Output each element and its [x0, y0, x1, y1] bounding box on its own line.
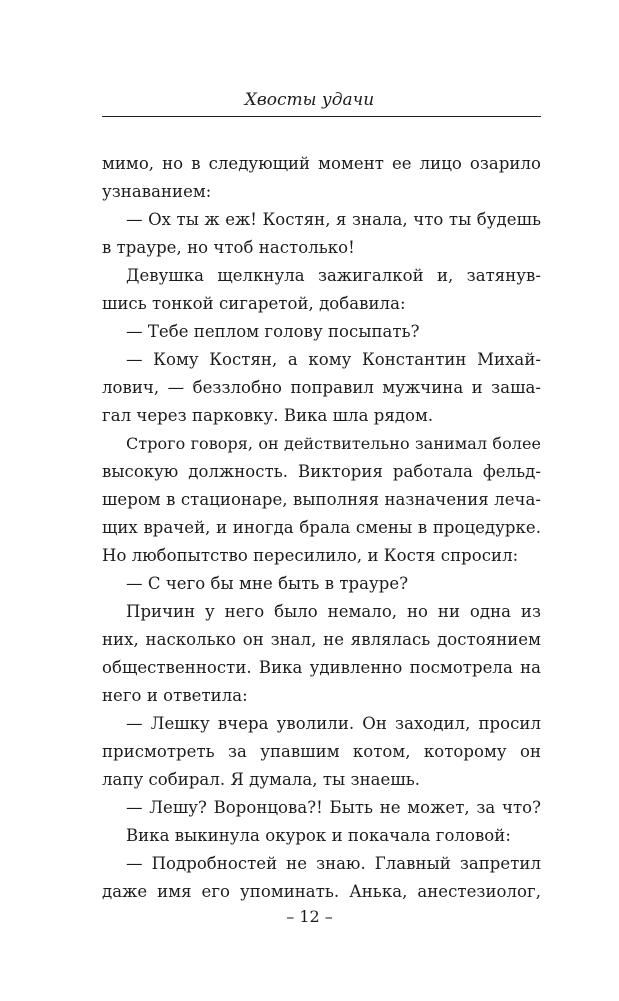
text-line: — Лешу? Воронцова?! Быть не может, за что?: [126, 798, 541, 817]
text-line: — Подробностей не знаю. Главный запретил: [126, 854, 541, 873]
text-line: узнаванием:: [102, 182, 212, 201]
text-line: — Лешку вчера уволили. Он заходил, просил: [126, 714, 541, 733]
text-line: Вика выкинула окурок и покачала головой:: [126, 826, 511, 845]
text-line: — С чего бы мне быть в трауре?: [126, 574, 409, 593]
page-number: – 12 –: [286, 907, 333, 926]
text-line: Девушка щелкнула зажигалкой и, затянув-: [126, 266, 541, 285]
text-line: щих врачей, и иногда брала смены в процедурке.: [102, 518, 541, 537]
text-line: шись тонкой сигаретой, добавила:: [102, 294, 406, 313]
text-line: в трауре, но чтоб настолько!: [102, 238, 355, 257]
text-line: гал через парковку. Вика шла рядом.: [102, 406, 434, 425]
text-line: мимо, но в следующий момент ее лицо озарило: [102, 154, 541, 173]
text-line: него и ответила:: [102, 686, 248, 705]
text-line: шером в стационаре, выполняя назначения леча-: [102, 490, 541, 509]
text-line: — Тебе пеплом голову посыпать?: [126, 322, 420, 341]
body-text: [102, 150, 541, 906]
header-rule: [102, 116, 541, 117]
text-line: присмотреть за упавшим котом, которому он: [102, 742, 541, 761]
text-line: Но любопытство пересилило, и Костя спросил:: [102, 546, 519, 565]
text-line: лович, — беззлобно поправил мужчина и заша-: [102, 378, 541, 397]
running-head: Хвосты удачи: [244, 90, 375, 110]
text-line: Причин у него было немало, но ни одна из: [126, 602, 541, 621]
text-line: — Кому Костян, а кому Константин Михай-: [126, 350, 541, 369]
text-line: высокую должность. Виктория работала фельд-: [102, 462, 541, 481]
text-line: них, насколько он знал, не являлась достоянием: [102, 630, 541, 649]
text-line: даже имя его упоминать. Анька, анестезиолог,: [102, 882, 541, 901]
text-line: общественности. Вика удивленно посмотрела на: [102, 658, 541, 677]
text-line: — Ох ты ж еж! Костян, я знала, что ты будешь: [126, 210, 541, 229]
text-line: лапу собирал. Я думала, ты знаешь.: [102, 770, 421, 789]
text-line: Строго говоря, он действительно занимал более: [126, 434, 541, 453]
